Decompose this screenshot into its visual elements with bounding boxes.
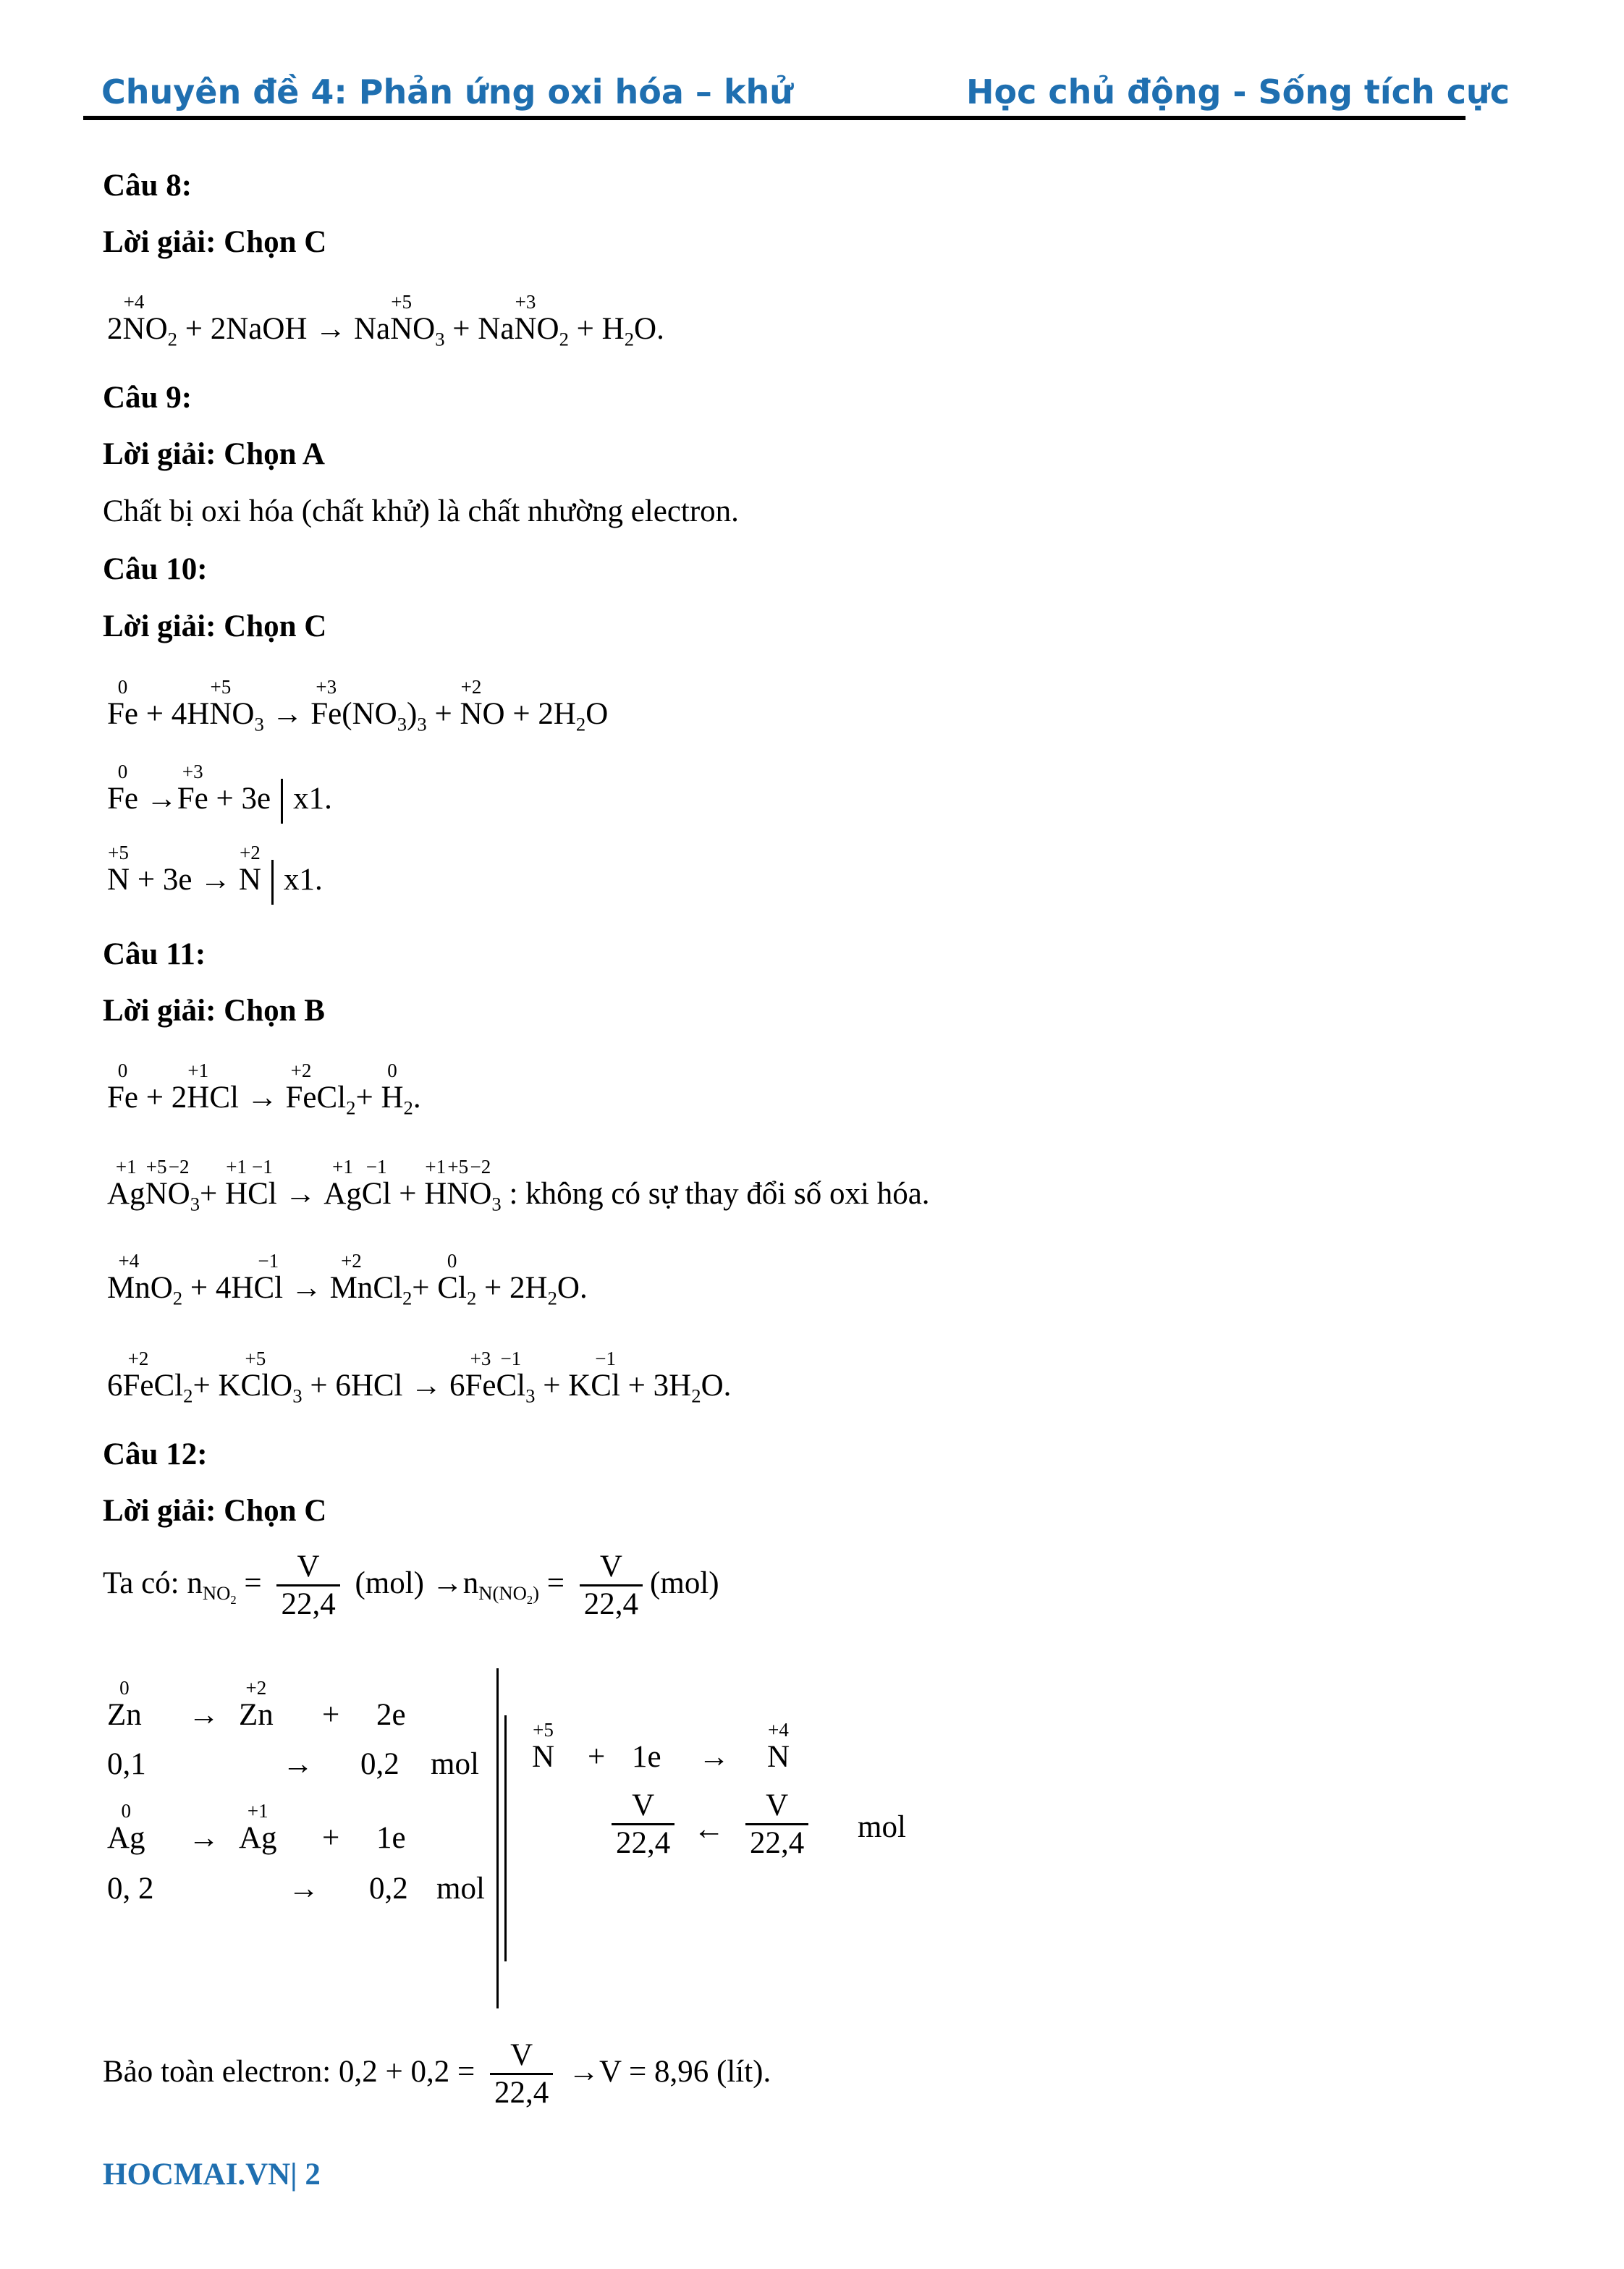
q10-title: Câu 10: [103, 552, 208, 586]
q11-equation-3: Mn +4 $O_2 + 4HCl$ −1 → Mn +2 $Cl_2+ Cl$ 0 $_2 + 2H_2O$. [107, 1250, 588, 1309]
q11-equation-2: Ag +1 N +5 O −2 $_3$+ H +1 Cl −1 → Ag +1 Cl −1 + H +1 N +5 O −2 $_3$ : không có sự thay đổi số oxi hóa. [107, 1156, 930, 1215]
q10-answer: Lời giải: Chọn C [103, 609, 327, 643]
q11-title: Câu 11: [103, 937, 206, 971]
q8-title: Câu 8: [103, 169, 193, 203]
q8-equation: 2N +4 $O_2$ + 2NaOH → NaN +5 $O_3$ + NaN +3 $O_2 + H_2O$. [107, 291, 664, 350]
q12-answer: Lời giải: Chọn C [103, 1494, 327, 1528]
q9-title: Câu 9: [103, 381, 193, 415]
balance-divider-outer [496, 1668, 499, 2008]
q11-equation-4: 6Fe +2 $Cl_2+$ KCl +5 $O_3 + 6HCl \to 6Fe$ +3 Cl −1 $_3$ + KCl −1 + $3H_2O$. [107, 1348, 732, 1407]
q9-answer: Lời giải: Chọn A [103, 437, 325, 471]
q10-equation-1: Fe 0 + 4HN +5 $O_3 \to Fe$ +3 $(NO_3)_3 + N$ +2 $O + 2H_2O$ [107, 676, 609, 735]
footer-page-label: HOCMAI.VN| 2 [103, 2158, 321, 2192]
q12-intro: Ta có: $n_{NO_2}$ = $\frac{V}{22,4}$ $(mol) \to n_{N(NO_2)}$ = $\frac{V}{22,4}$ (mol) [103, 1550, 719, 1622]
balance-divider-inner [504, 1715, 507, 1961]
header-topic: Chuyên đề 4: Phản ứng oxi hóa – khử [101, 72, 794, 111]
header-rule [83, 116, 1466, 120]
header-slogan: Học chủ động - Sống tích cực [966, 72, 1510, 111]
q10-equation-2: Fe 0 →Fe +3 + 3e x1. [107, 779, 332, 824]
q9-text: Chất bị oxi hóa (chất khử) là chất nhường electron. [103, 494, 739, 528]
q10-equation-3: N +5 + 3e → N +2 x1. [107, 860, 323, 905]
q12-title: Câu 12: [103, 1437, 208, 1471]
q11-equation-1: Fe 0 + 2H +1 Cl → Fe +2 $Cl_2+ H$ 0 $_2$. [107, 1060, 421, 1119]
q11-answer: Lời giải: Chọn B [103, 994, 325, 1028]
q8-answer: Lời giải: Chọn C [103, 225, 327, 259]
q12-conclusion: Bảo toàn electron: 0,2 + 0,2 = $\frac{V}{22,4}$ →V = 8,96 (lít). [103, 2038, 771, 2110]
